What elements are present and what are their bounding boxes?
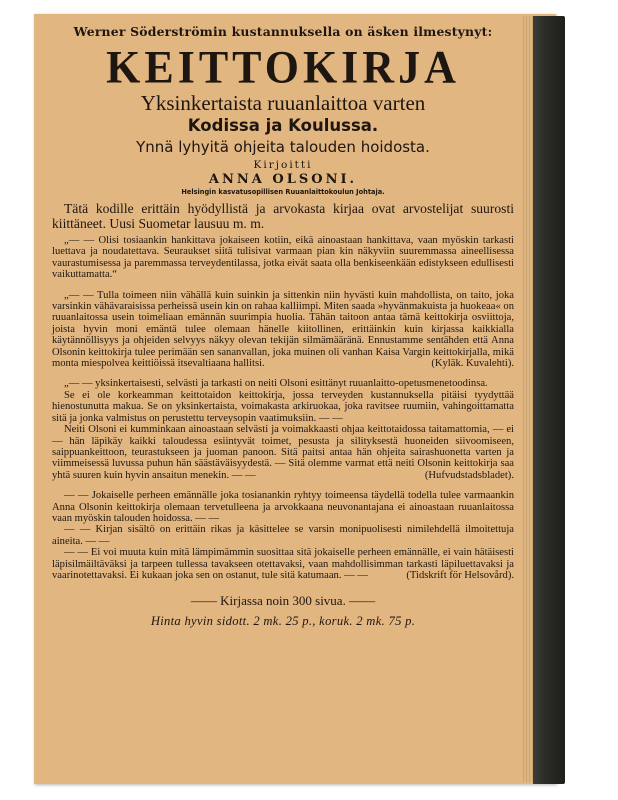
review-quote — [52, 547, 514, 581]
book-also: Ynnä lyhyitä ohjeita talouden hoidosta. — [136, 138, 430, 156]
wrote-label: Kirjoitti — [253, 159, 313, 171]
review-quote — [52, 290, 514, 370]
review-source: (Kyläk. Kuvalehti). — [431, 358, 514, 370]
review-quote: „— — Olisi tosiaankin hankittava jokaiseen kotiin, eikä ainoastaan hankittava, vaan myöskin tarkasti luettava ja noudatettava. Seuraukset siitä tulisivat varmaan pian kin näkyviin suuremmassa aineellisessa vaurastumisessa ja paremmassa terveydentilassa, jotka eivät saata olla benkiseenkään edistykseen edullisesti vaikuttamatta.“ — [52, 235, 514, 281]
review-quote-text: Neiti Olsoni ei kumminkaan ainoastaan selvästi ja voimakkaasti ohjaa keittotaidossa taitamattomia, — ei — hän läpikäy kaikki taloudessa esiintyvät toimet, pesusta ja silityksestä huoneiden siivoomiseen, saippuankeittoon, teurastukseen ja juoman panoon. Sitä paitsi antaa hän ohjeita sairashuonetta varten ja viimmeisessä luvussa puhun hän säästäväisyydestä. — Sitä olemme varmat että neiti Olsonin keittokirja saa yhtä suuren kuin hyvin ansaitun menekin. — — — [52, 424, 514, 481]
review-quote — [52, 424, 514, 481]
review-quote: Se ei ole korkeamman keittotaidon keittokirja, jossa terveyden kustannuksella pitäisi tyydyttää hienostunutta makua. Se on yksinkertaista, voimakasta arkiruokaa, joka ravitsee ruumiin, vahingoittamatta sitä ja jonka valmistus on perustettu terveysopin vaatimuksiin. — — — [52, 389, 514, 424]
review-source: (Hufvudstadsbladet). — [424, 469, 514, 481]
author-role: Helsingin kasvatusopillisen Ruuanlaittokoulun Johtaja. — [181, 188, 385, 196]
review-quote: „— — yksinkertaisesti, selvästi ja tarkasti on neiti Olsoni esittänyt ruuanlaitto-opetusmenetoodinsa. — [64, 378, 488, 390]
page-count: —— Kirjassa noin 300 sivua. —— — [190, 593, 376, 609]
book-subtitle: Yksinkertaista ruuanlaittoa varten — [140, 91, 426, 115]
publisher-line: Werner Söderströmin kustannuksella on äsken ilmestynyt: — [73, 24, 493, 39]
author-name: ANNA OLSONI. — [208, 172, 358, 187]
book-title: KEITTOKIRJA — [106, 41, 460, 94]
book-place: Kodissa ja Koulussa. — [187, 116, 379, 135]
review-quote-text: „— — Tulla toimeen niin vähällä kuin suinkin ja sittenkin niin hyvästi kuin mahdollista, on taito, joka varsinkin vähävaraisissa perheissä usein kin on rahaa kalliimpi. Miten saada »hyvänmakuista ja huokeaa« on ruuanlaitossa usein toimeliaan emännän suurimpia huolia. Tähän taitoon antaa tämä keittokirja osviittoja, joista hyvin moni emäntä tulee olemaan hänelle kiitollinen, erittäinkin kuin kirjassa kaikkialla käytännöllisyys ja ohjeiden selvyys näkyy olevan tekijän silmämääränä. Ennustamme sentähden että Anna Olsonin keittokirja tulee perimään sen sananvallan, joka muinen oli vanhan Kaisa Vargin keittokirjalla, mikä monta miespolvea keittiöissä itsevaltiaana hallitsi. — [52, 289, 514, 370]
book-spine — [533, 16, 565, 784]
advertisement-page — [52, 24, 514, 629]
price-line: Hinta hyvin sidott. 2 mk. 25 p., koruk. 2 mk. 75 p. — [150, 614, 416, 629]
intro-paragraph: Tätä kodille erittäin hyödyllistä ja arvokasta kirjaa ovat arvostelijat suurosti kiittäneet. Uusi Suometar lausuu m. m. — [52, 201, 514, 231]
review-quote-text: — — Ei voi muuta kuin mitä lämpimämmin suosittaa sitä jokaiselle perheen emännälle, ei vain hätäisesti läpisilmäiltäväksi ja tarpeen tullessa tavakseen otettavaksi, vaan mahdollisimman tarkasti läpiluettavaksi ja vaarinotettavaksi. Ei kukaan joka sen on ostanut, tule sitä katumaan. — — — [52, 547, 514, 581]
page-edges — [523, 16, 533, 782]
review-quote: — — Jokaiselle perheen emännälle joka tosianankin ryhtyy toimeensa täydellä todella tulee varmaankin Anna Olsonin keittokirja olemaan tervetulleena ja arvokkaana neuvonantajana ei ainoastaan ruuanlaitossa vaan myöskin talouden hoidossa. — — — [52, 490, 514, 524]
review-quote: — — Kirjan sisältö on erittäin rikas ja käsittelee se varsin monipuolisesti nimilehdellä ilmoitettuja aineita. — — — [52, 524, 514, 547]
review-source: (Tidskrift för Helsovård). — [406, 569, 514, 581]
